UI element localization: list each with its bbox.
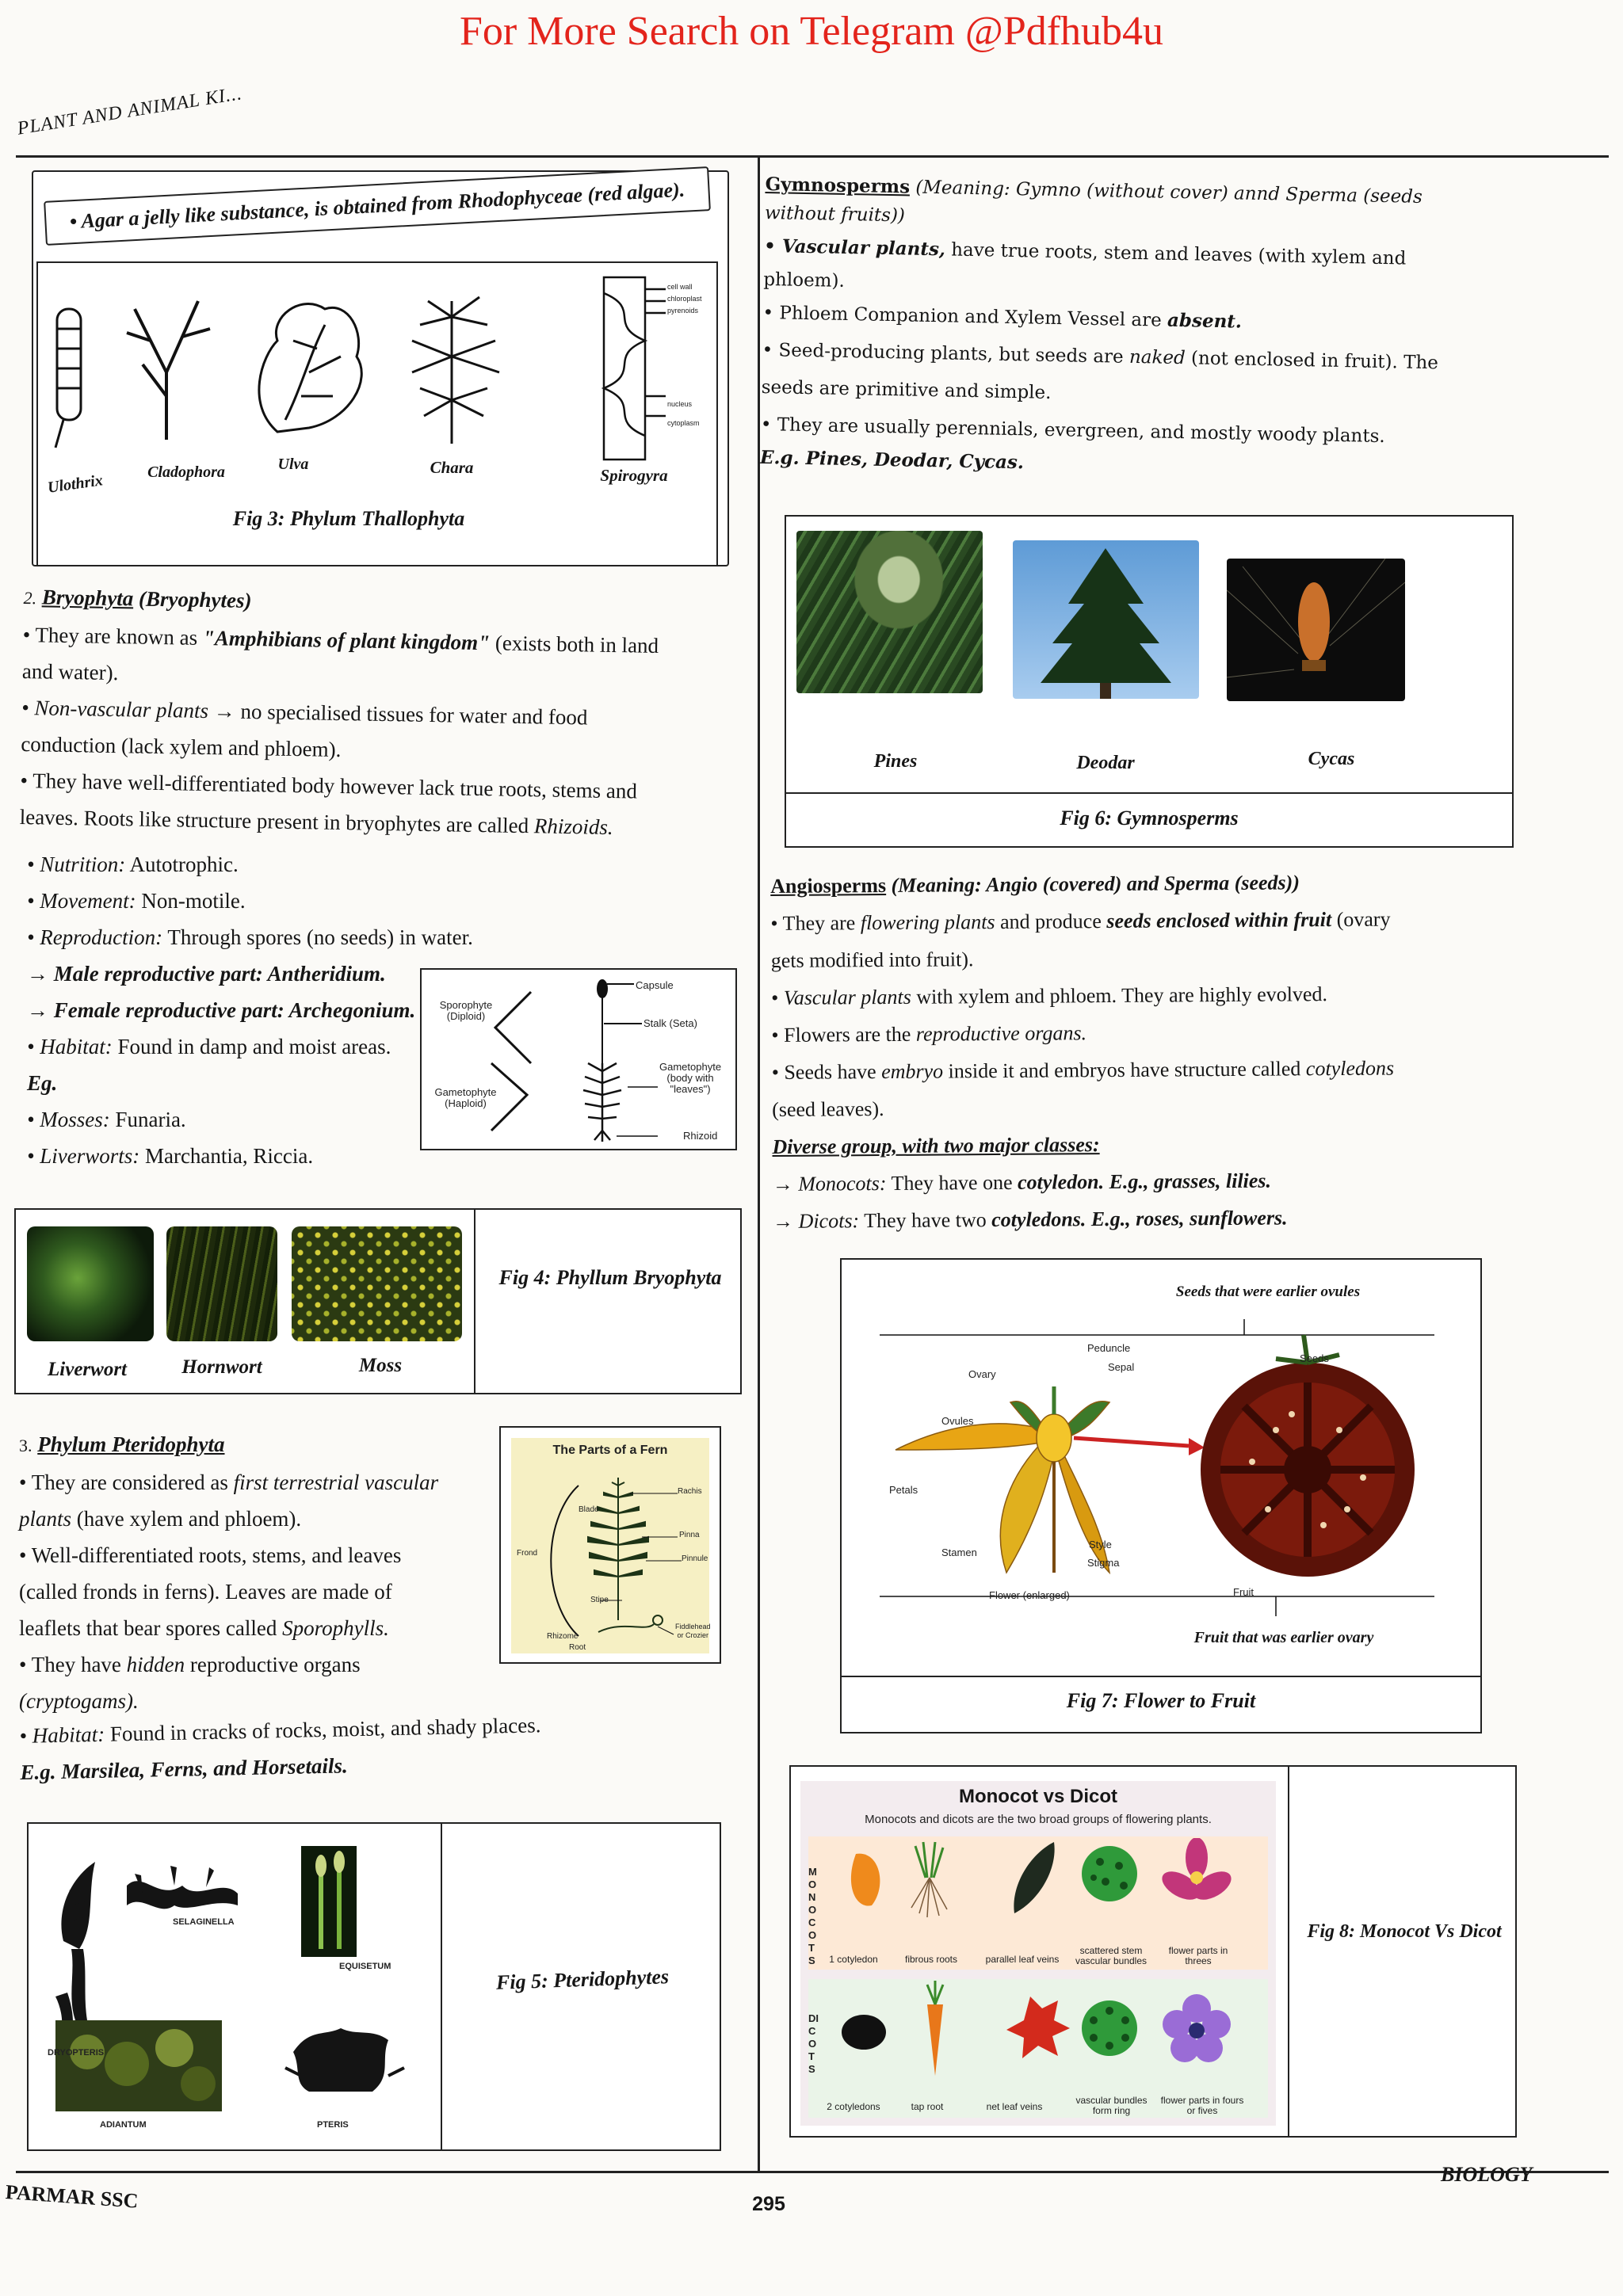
mono-caption: fibrous roots [904, 1954, 958, 1965]
liverwort-photo [27, 1226, 154, 1341]
gymno-line: • Phloem Companion and Xylem Vessel are absent. [762, 302, 1243, 333]
monocots-side-label: MONOCOTS [808, 1866, 817, 1966]
label-nucleus: nucleus [667, 400, 693, 408]
sporophyte-text-2: (Diploid) [446, 1010, 486, 1022]
label-cell-wall: cell wall [667, 283, 693, 291]
net-leaf-icon [1006, 1997, 1070, 2058]
fig6-divider [785, 792, 1514, 794]
label-cycas: Cycas [1308, 749, 1355, 769]
pteridophyta-section-2 [19, 1703, 718, 1791]
fig7-caption: Fig 7: Flower to Fruit [1066, 1689, 1256, 1712]
di-caption: tap root [911, 2101, 944, 2112]
moss-lifecycle-drawing [420, 968, 737, 1150]
label-sporophyte [434, 1000, 498, 1022]
bryophyta-line: Eg. [27, 1071, 58, 1095]
bryophyta-line: leaves. Roots like structure present in bryophytes are called Rhizoids. [19, 804, 613, 840]
pterido-line: leaflets that bear spores called Sporophylls. [19, 1616, 389, 1640]
label-dryopteris: DRYOPTERIS [48, 2048, 105, 2058]
fig5-caption: Fig 5: Pteridophytes [495, 1965, 670, 1994]
selaginella-drawing [127, 1866, 238, 1909]
gymno-heading: Gymnosperms (Meaning: Gymno (without cover) annd Sperma (seeds [765, 173, 1423, 208]
pteris-drawing [285, 2028, 404, 2092]
pterido-line: (cryptogams). [19, 1689, 139, 1713]
label-hornwort: Hornwort [181, 1356, 262, 1378]
label-rhizoid: Rhizoid [683, 1130, 718, 1142]
label-peduncle: Peduncle [1087, 1342, 1131, 1354]
bryophyta-line: • They are known as "Amphibians of plant kingdom" (exists both in land [22, 622, 659, 658]
label-selaginella: SELAGINELLA [173, 1917, 235, 1927]
label-ovary: Ovary [968, 1368, 996, 1380]
fern-label-rachis: Rachis [678, 1487, 702, 1496]
gymno-line: seeds are primitive and simple. [761, 376, 1052, 403]
fig6-caption: Fig 6: Gymnosperms [1060, 807, 1239, 830]
agar-note: • Agar a jelly like substance, is obtained from Rhodophyceae (red algae). [69, 177, 685, 234]
label-seeds: Seeds [1300, 1352, 1329, 1364]
angio-heading: Angiosperms (Meaning: Angio (covered) and Sperma (seeds)) [770, 871, 1300, 898]
bryophyta-line: • Liverworts: Marchantia, Riccia. [27, 1144, 314, 1168]
label-fruit: Fruit [1233, 1586, 1254, 1598]
gam-body-text-3: "leaves") [670, 1083, 711, 1095]
fig7-top-label: Seeds that were earlier ovules [1175, 1283, 1361, 1300]
label-chloroplast: chloroplast [667, 295, 702, 303]
angio-line: (seed leaves). [772, 1097, 884, 1121]
fern-label-root: Root [569, 1643, 586, 1652]
gametophyte-text-2: (Haploid) [445, 1097, 487, 1109]
bryophyta-line: • Movement: Non-motile. [27, 889, 246, 913]
di-caption: 2 cotyledons [827, 2101, 880, 2112]
angio-line: → Dicots: They have two cotyledons. E.g., roses, sunflowers. [773, 1206, 1288, 1233]
angio-line: gets modified into fruit). [770, 948, 974, 972]
fern-diagram-title: The Parts of a Fern [552, 1444, 668, 1457]
moss-photo [292, 1226, 462, 1341]
telegram-banner: For More Search on Telegram @Pdfhub4u [459, 9, 1164, 54]
top-rule [16, 155, 1609, 158]
mono-caption: parallel leaf veins [985, 1954, 1060, 1965]
fig7-bottom-label: Fruit that was earlier ovary [1193, 1629, 1374, 1646]
angio-line: • Seeds have embryo inside it and embryos have structure called cotyledons [771, 1056, 1395, 1084]
five-petal-flower-icon [1163, 1994, 1231, 2062]
pterido-line: E.g. Marsilea, Ferns, and Horsetails. [20, 1753, 348, 1784]
label-flower-enlarged: Flower (enlarged) [989, 1589, 1070, 1601]
bryophyta-line: • Nutrition: Autotrophic. [27, 852, 239, 876]
page-number: 295 [752, 2193, 785, 2215]
angio-line: • Vascular plants with xylem and phloem. They are highly evolved. [771, 982, 1328, 1009]
fiddlehead-text-2: or Crozier [677, 1631, 709, 1639]
gymno-line: phloem). [763, 269, 846, 292]
fern-label-pinna: Pinna [679, 1531, 700, 1539]
fig5-divider [441, 1822, 442, 2151]
fern-drawing [511, 1438, 709, 1653]
spirogyra-part-labels-2 [667, 395, 700, 433]
dicot-seed-icon [842, 2015, 886, 2050]
chara-drawing [412, 297, 499, 444]
tap-root-icon [927, 1981, 943, 2076]
cycas-photo [1227, 559, 1405, 701]
label-petals: Petals [889, 1484, 918, 1496]
running-head: PLANT AND ANIMAL KI... [16, 83, 244, 139]
fig3-algae-drawings [40, 269, 713, 467]
gymno-heading-2: without fruits)) [764, 202, 906, 227]
gymno-line: • They are usually perennials, evergreen, and mostly woody plants. [760, 414, 1385, 448]
bryophyta-line: → Male reproductive part: Antheridium. [27, 962, 386, 986]
gymno-line: • Seed-producing plants, but seeds are naked (not enclosed in fruit). The [762, 339, 1439, 374]
bryophyta-heading: 2. Bryophyta (Bryophytes) [23, 585, 252, 613]
bryophyta-line: conduction (lack xylem and phloem). [21, 731, 342, 762]
label-adiantum: ADIANTUM [100, 2120, 147, 2130]
label-equisetum: EQUISETUM [339, 1962, 391, 1971]
angio-line: → Monocots: They have one cotyledon. E.g., grasses, lilies. [772, 1169, 1272, 1196]
bryophyta-section [19, 578, 705, 847]
label-pines: Pines [873, 751, 918, 772]
cycas-cone [1227, 559, 1405, 701]
fig8-caption: Fig 8: Monocot Vs Dicot [1307, 1921, 1502, 1942]
spirogyra-part-labels [667, 281, 702, 317]
fig4-caption: Fig 4: Phyllum Bryophyta [498, 1266, 722, 1289]
ulothrix-drawing [55, 309, 81, 448]
label-moss: Moss [358, 1355, 403, 1376]
pterido-line: plants (have xylem and phloem). [19, 1507, 302, 1531]
label-pteris: PTERIS [317, 2120, 349, 2130]
gymno-line: E.g. Pines, Deodar, Cycas. [759, 446, 1025, 474]
monocot-dicot-icons [824, 1838, 1276, 2107]
pterido-line: • Habitat: Found in cracks of rocks, moist, and shady places. [19, 1713, 541, 1748]
label-spirogyra: Spirogyra [600, 466, 668, 485]
label-cytoplasm: cytoplasm [667, 419, 700, 427]
pteridophyta-heading: 3. Phylum Pteridophyta [19, 1432, 225, 1456]
gametophyte-text: Gametophyte [434, 1086, 497, 1098]
monocot-dicot-title: Monocot vs Dicot [958, 1786, 1117, 1807]
label-chara: Chara [430, 458, 474, 477]
pines-photo [796, 531, 983, 693]
adiantum-drawing [55, 2020, 222, 2111]
angio-line: Diverse group, with two major classes: [772, 1133, 1100, 1158]
pterido-line: • They are considered as first terrestrial vascular [19, 1470, 439, 1494]
label-liverwort: Liverwort [48, 1359, 127, 1380]
bryophyta-line: → Female reproductive part: Archegonium. [27, 998, 416, 1022]
di-caption: vascular bundles form ring [1075, 2095, 1148, 2116]
gymnosperms-section [760, 170, 1582, 488]
bryophyta-line: • They have well-differentiated body however lack true roots, stems and [20, 768, 638, 803]
bryophyta-line: • Reproduction: Through spores (no seeds) in water. [27, 925, 473, 949]
fig5-pteridophyte-drawings [40, 1838, 436, 2123]
fig4-divider [474, 1208, 475, 1394]
deodar-photo [1013, 540, 1199, 699]
footer-subject: BIOLOGY [1441, 2163, 1533, 2186]
flower-to-fruit-drawing [848, 1311, 1474, 1628]
pterido-line: • Well-differentiated roots, stems, and leaves [19, 1543, 402, 1567]
fig7-divider [840, 1676, 1482, 1677]
label-pyrenoids: pyrenoids [667, 307, 699, 315]
deodar-tree [1013, 540, 1199, 699]
gam-body-text: Gametophyte [659, 1061, 722, 1073]
fern-label-stipe: Stipe [590, 1596, 609, 1604]
mono-caption: scattered stem vascular bundles [1075, 1945, 1148, 1966]
equisetum-drawing [301, 1846, 357, 1957]
fiddlehead-text: Fiddlehead [675, 1623, 711, 1630]
fig3-caption: Fig 3: Phylum Thallophyta [232, 507, 465, 530]
di-caption: flower parts in fours or fives [1160, 2095, 1244, 2116]
label-stigma: Stigma [1087, 1557, 1120, 1569]
fern-label-blade: Blade [579, 1505, 599, 1514]
dicots-side-label: DICOTS [808, 2012, 819, 2075]
label-gametophyte-body [659, 1062, 721, 1095]
gam-body-text-2: (body with [666, 1072, 714, 1084]
hornwort-photo [166, 1226, 277, 1341]
label-ovules: Ovules [941, 1415, 974, 1427]
label-deodar: Deodar [1076, 753, 1135, 773]
tomato-drawing [1201, 1335, 1415, 1577]
label-ulva: Ulva [277, 456, 309, 473]
cladophora-drawing [127, 301, 210, 440]
bryophyta-line: and water). [21, 658, 119, 685]
parallel-leaf-icon [1014, 1842, 1054, 1913]
di-caption: net leaf veins [986, 2101, 1043, 2112]
angiosperms-section [770, 862, 1597, 1240]
bryophyta-line: • Habitat: Found in damp and moist areas. [27, 1035, 391, 1058]
label-stamen: Stamen [941, 1547, 977, 1558]
fern-label-frond: Frond [517, 1549, 538, 1558]
angio-line: • Flowers are the reproductive organs. [771, 1021, 1087, 1047]
three-petal-flower-icon [1157, 1838, 1235, 1905]
label-style: Style [1089, 1539, 1112, 1550]
angio-line: • They are flowering plants and produce seeds enclosed within fruit (ovary [770, 907, 1391, 935]
label-cladophora: Cladophora [147, 463, 225, 481]
label-ulothrix: Ulothrix [46, 471, 105, 497]
scattered-bundles-icon [1082, 1846, 1137, 1901]
fern-label-fiddlehead [675, 1623, 711, 1640]
mono-caption: flower parts in threes [1168, 1945, 1228, 1966]
ulva-drawing [259, 304, 361, 432]
monocot-dicot-subtitle: Monocots and dicots are the two broad groups of flowering plants. [865, 1813, 1212, 1826]
label-gametophyte [428, 1087, 503, 1109]
fern-label-pinnule: Pinnule [682, 1554, 708, 1563]
bryophyta-line: • Non-vascular plants → no specialised tissues for water and food [21, 695, 588, 730]
monocot-seed-icon [851, 1854, 880, 1906]
fig8-divider [1288, 1765, 1289, 2138]
spirogyra-drawing [604, 277, 666, 460]
sporophyte-text: Sporophyte [439, 999, 493, 1011]
footer-publisher: PARMAR SSC [4, 2180, 139, 2213]
fern-label-rhizome: Rhizome [547, 1632, 579, 1641]
pterido-line: (called fronds in ferns). Leaves are made of [19, 1580, 392, 1604]
label-stalk: Stalk (Seta) [643, 1017, 697, 1029]
bottom-rule [16, 2171, 1609, 2173]
pteridophyta-section [19, 1426, 487, 1719]
dryopteris-drawing [55, 1862, 95, 2040]
bryophyta-line: • Mosses: Funaria. [27, 1108, 186, 1131]
label-capsule: Capsule [636, 979, 674, 991]
pterido-line: • They have hidden reproductive organs [19, 1653, 361, 1676]
flower-drawing [896, 1386, 1109, 1573]
fibrous-roots-base [911, 1878, 947, 1917]
label-sepal: Sepal [1108, 1361, 1135, 1373]
mono-caption: 1 cotyledon [829, 1954, 878, 1965]
gymno-line: • Vascular plants, have true roots, stem and leaves (with xylem and [763, 235, 1407, 269]
fibrous-roots-icon [915, 1842, 943, 1878]
